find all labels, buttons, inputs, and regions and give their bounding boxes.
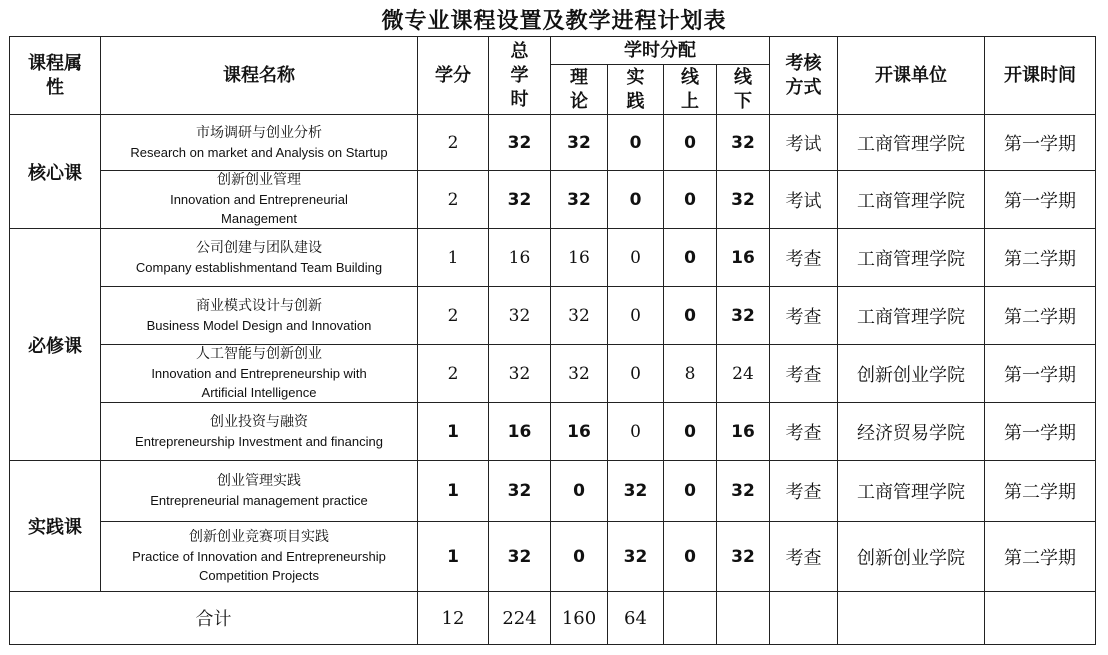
course-name-cn: 商业模式设计与创新 <box>196 297 322 314</box>
table-row <box>10 171 1096 229</box>
credits-cell: 2 <box>418 171 489 229</box>
total-online <box>664 592 717 645</box>
online-cell: 8 <box>664 345 717 403</box>
total-hours-cell: 16 <box>489 403 551 461</box>
header-online: 线上 <box>664 65 717 115</box>
course-name-cell <box>101 461 418 522</box>
course-name-cn: 公司创建与团队建设 <box>196 239 322 256</box>
header-credits: 学分 <box>418 37 489 115</box>
total-assessment <box>770 592 838 645</box>
total-hours-cell: 32 <box>489 287 551 345</box>
credits-cell: 1 <box>418 522 489 592</box>
practice-cell: 0 <box>608 171 664 229</box>
header-assessment: 考核方式 <box>770 37 838 115</box>
term-cell: 第一学期 <box>985 345 1096 403</box>
total-offline <box>717 592 770 645</box>
total-department <box>838 592 985 645</box>
offline-cell: 16 <box>717 403 770 461</box>
online-cell: 0 <box>664 461 717 522</box>
header-course-name: 课程名称 <box>101 37 418 115</box>
online-cell: 0 <box>664 171 717 229</box>
online-cell: 0 <box>664 403 717 461</box>
total-hours-cell: 32 <box>489 461 551 522</box>
header-hours-distribution: 学时分配 <box>551 37 770 65</box>
table-row <box>10 522 1096 592</box>
assessment-cell: 考试 <box>770 115 838 171</box>
theory-cell: 0 <box>551 522 608 592</box>
offline-cell: 32 <box>717 171 770 229</box>
credits-cell: 2 <box>418 345 489 403</box>
course-name-cn: 创新创业竞赛项目实践 <box>189 529 329 545</box>
term-cell: 第二学期 <box>985 461 1096 522</box>
category-required: 必修课 <box>10 229 101 461</box>
total-hours: 224 <box>489 592 551 645</box>
total-hours-cell: 32 <box>489 522 551 592</box>
department-cell: 工商管理学院 <box>838 115 985 171</box>
online-cell: 0 <box>664 287 717 345</box>
course-name-cn: 创新创业管理 <box>217 172 301 188</box>
header-theory: 理论 <box>551 65 608 115</box>
offline-cell: 24 <box>717 345 770 403</box>
assessment-cell: 考查 <box>770 287 838 345</box>
practice-cell: 0 <box>608 345 664 403</box>
term-cell: 第二学期 <box>985 522 1096 592</box>
course-name-cn: 创业管理实践 <box>217 473 301 489</box>
department-cell: 创新创业学院 <box>838 345 985 403</box>
credits-cell: 2 <box>418 287 489 345</box>
credits-cell: 1 <box>418 403 489 461</box>
assessment-cell: 考查 <box>770 522 838 592</box>
assessment-cell: 考查 <box>770 461 838 522</box>
offline-cell: 32 <box>717 461 770 522</box>
total-row <box>10 592 1096 645</box>
course-name-en: Business Model Design and Innovation <box>146 317 372 333</box>
course-name-cell <box>101 171 418 229</box>
course-plan-table <box>9 36 1096 645</box>
term-cell: 第二学期 <box>985 229 1096 287</box>
course-name-en: Company establishmentand Team Building <box>135 259 383 275</box>
course-name-cell <box>101 403 418 461</box>
practice-cell: 0 <box>608 115 664 171</box>
department-cell: 工商管理学院 <box>838 461 985 522</box>
total-label: 合计 <box>10 592 418 645</box>
table-row <box>10 403 1096 461</box>
header-offline: 线下 <box>717 65 770 115</box>
department-cell: 创新创业学院 <box>838 522 985 592</box>
course-name-cn: 人工智能与创新创业 <box>196 346 322 362</box>
course-name-cell <box>101 229 418 287</box>
assessment-cell: 考试 <box>770 171 838 229</box>
course-name-cell <box>101 287 418 345</box>
table-row <box>10 229 1096 287</box>
total-hours-cell: 32 <box>489 171 551 229</box>
online-cell: 0 <box>664 522 717 592</box>
total-practice: 64 <box>608 592 664 645</box>
course-name-cell <box>101 115 418 171</box>
theory-cell: 32 <box>551 171 608 229</box>
online-cell: 0 <box>664 115 717 171</box>
course-name-en: Entrepreneurial management practice <box>150 493 368 508</box>
online-cell: 0 <box>664 229 717 287</box>
total-term <box>985 592 1096 645</box>
category-practice: 实践课 <box>10 461 101 592</box>
department-cell: 工商管理学院 <box>838 171 985 229</box>
practice-cell: 0 <box>608 287 664 345</box>
term-cell: 第一学期 <box>985 171 1096 229</box>
assessment-cell: 考查 <box>770 345 838 403</box>
theory-cell: 16 <box>551 229 608 287</box>
category-core: 核心课 <box>10 115 101 229</box>
term-cell: 第二学期 <box>985 287 1096 345</box>
department-cell: 工商管理学院 <box>838 229 985 287</box>
course-name-en: Innovation and Entrepreneurial Management <box>170 192 348 226</box>
header-department: 开课单位 <box>838 37 985 115</box>
offline-cell: 32 <box>717 115 770 171</box>
table-row <box>10 461 1096 522</box>
header-practice: 实践 <box>608 65 664 115</box>
page-title: 微专业课程设置及教学进程计划表 <box>381 9 727 34</box>
total-theory: 160 <box>551 592 608 645</box>
department-cell: 经济贸易学院 <box>838 403 985 461</box>
theory-cell: 32 <box>551 115 608 171</box>
theory-cell: 32 <box>551 345 608 403</box>
course-name-en: Research on market and Analysis on Startup <box>130 144 388 160</box>
practice-cell: 32 <box>608 522 664 592</box>
course-name-cn: 市场调研与创业分析 <box>196 124 322 141</box>
credits-cell: 2 <box>418 115 489 171</box>
department-cell: 工商管理学院 <box>838 287 985 345</box>
course-name-en: Entrepreneurship Investment and financing <box>135 433 383 449</box>
header-term: 开课时间 <box>985 37 1096 115</box>
course-name-en: Practice of Innovation and Entrepreneurship Competition Projects <box>132 549 386 583</box>
theory-cell: 16 <box>551 403 608 461</box>
total-hours-cell: 32 <box>489 345 551 403</box>
term-cell: 第一学期 <box>985 115 1096 171</box>
course-name-cell <box>101 345 418 403</box>
course-name-cn: 创业投资与融资 <box>210 413 308 430</box>
practice-cell: 0 <box>608 229 664 287</box>
course-name-cell <box>101 522 418 592</box>
header-row-1 <box>10 37 1096 65</box>
assessment-cell: 考查 <box>770 229 838 287</box>
table-row <box>10 345 1096 403</box>
total-credits: 12 <box>418 592 489 645</box>
course-name-en: Innovation and Entrepreneurship with Artificial Intelligence <box>151 366 367 400</box>
table-row <box>10 115 1096 171</box>
assessment-cell: 考查 <box>770 403 838 461</box>
term-cell: 第一学期 <box>985 403 1096 461</box>
theory-cell: 0 <box>551 461 608 522</box>
header-total-hours: 总学时 <box>489 37 551 115</box>
practice-cell: 32 <box>608 461 664 522</box>
offline-cell: 16 <box>717 229 770 287</box>
header-category: 课程属性 <box>10 37 101 115</box>
practice-cell: 0 <box>608 403 664 461</box>
theory-cell: 32 <box>551 287 608 345</box>
offline-cell: 32 <box>717 287 770 345</box>
total-hours-cell: 16 <box>489 229 551 287</box>
credits-cell: 1 <box>418 229 489 287</box>
offline-cell: 32 <box>717 522 770 592</box>
total-hours-cell: 32 <box>489 115 551 171</box>
table-row <box>10 287 1096 345</box>
credits-cell: 1 <box>418 461 489 522</box>
